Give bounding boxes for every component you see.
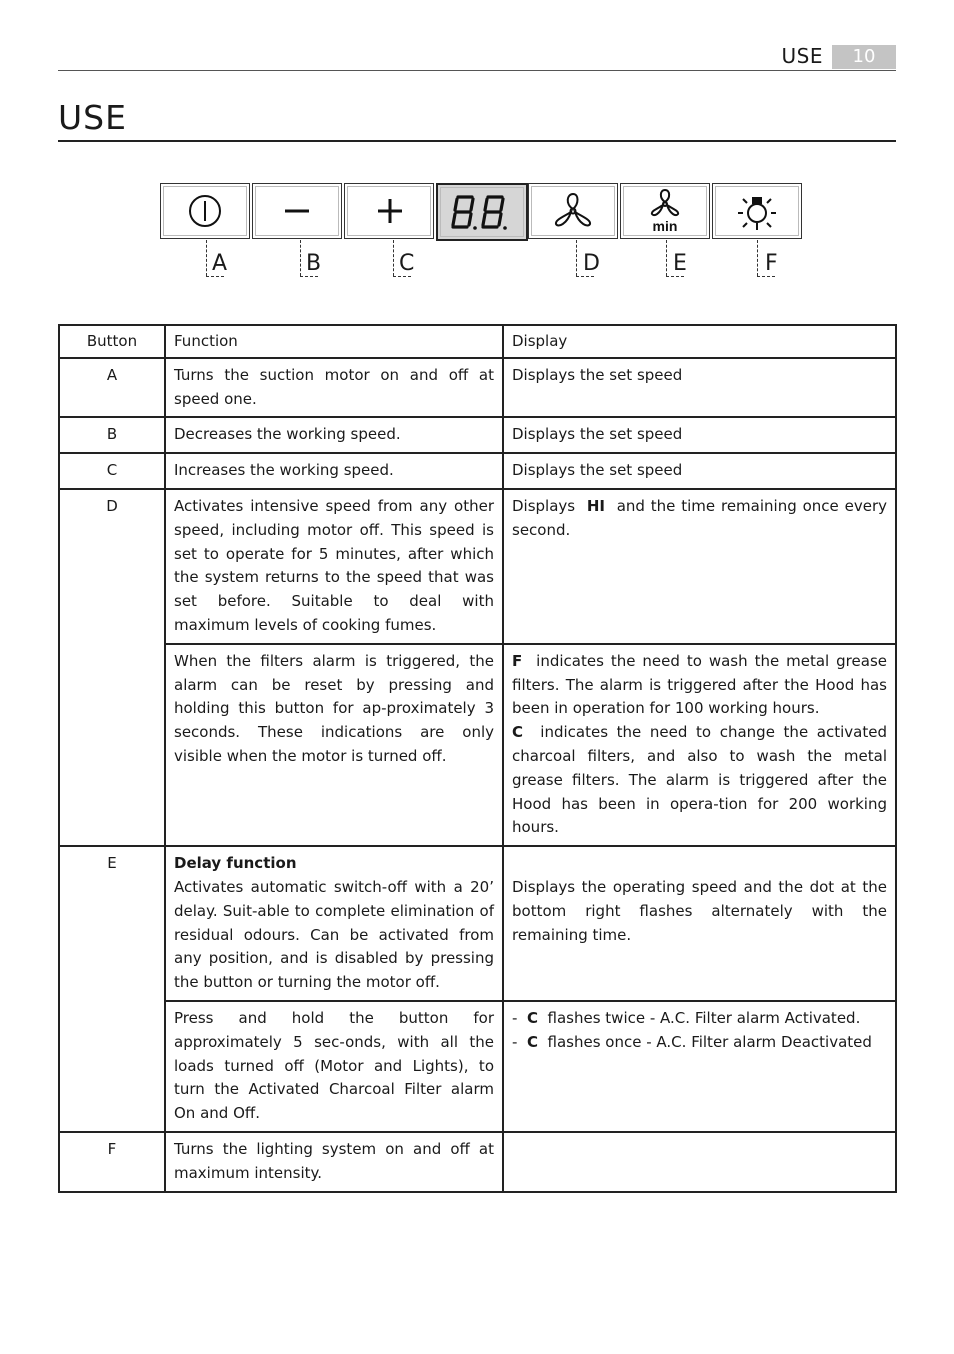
function-text: Activates automatic switch-off with a 20’ delay. Suit-able to complete elimination of residual odours. Can be activated from any position, and is disabled by pressing the button or turning the motor off. [174,877,494,992]
running-head-section: USE [781,44,823,68]
display-code-f: F [512,651,523,670]
cell-button: C [59,453,165,489]
cell-display: Displays the set speed [503,453,896,489]
callout-base-f [757,276,775,277]
light-bulb-icon [713,184,801,238]
page-number: 10 [832,45,896,69]
min-label: min [652,218,678,234]
speed-display [436,183,528,241]
cell-display: Displays the set speed [503,358,896,418]
table-row-c [59,453,896,489]
callout-leader-e [666,240,667,276]
delay-function-heading: Delay function [174,854,297,873]
display-text: flashes once - A.C. Filter alarm Deactivated [547,1032,872,1051]
display-text: flashes twice - A.C. Filter alarm Activated. [547,1008,861,1027]
title-rule [58,140,896,142]
fan-icon [529,184,617,238]
callout-leader-d [576,240,577,276]
table-row-f [59,1132,896,1192]
callout-base-e [666,276,684,277]
cell-display [503,846,896,1001]
table-header-row [59,325,896,358]
cell-function [165,846,503,1001]
display-text: Displays [512,496,576,515]
cell-function: Press and hold the button for approximately 5 sec-onds, with all the loads turned off (Motor and Lights), to turn the Activated Charcoal Filter alarm On and Off. [165,1001,503,1132]
callout-label-e: E [673,251,687,276]
cell-function: Decreases the working speed. [165,417,503,453]
cell-function: Increases the working speed. [165,453,503,489]
callout-leader-c [393,240,394,276]
header-display: Display [503,325,896,358]
cell-display: Displays the set speed [503,417,896,453]
cell-button: D [59,489,165,846]
callout-label-c: C [399,251,415,276]
table-row-d-1 [59,489,896,644]
table-row-a [59,358,896,418]
table-row-d-2 [59,644,896,846]
cell-display [503,489,896,644]
callout-leader-a [206,240,207,276]
header-function: Function [165,325,503,358]
button-function-table [58,324,897,1193]
key-f [712,183,802,239]
cell-button: E [59,846,165,1132]
key-d [528,183,618,239]
display-code-hi: HI [586,496,605,515]
bullet-dash: - [512,1008,518,1027]
display-line [512,1031,887,1055]
plus-icon [345,184,433,238]
callout-base-a [206,276,224,277]
callout-label-a: A [212,251,228,276]
cell-function: Turns the suction motor on and off at speed one. [165,358,503,418]
cell-function: When the filters alarm is triggered, the alarm can be reset by pressing and holding this button for ap-proximately 3 seconds. These indications are only visible when the motor is turned off. [165,644,503,846]
callout-label-d: D [583,251,600,276]
table-row-b [59,417,896,453]
cell-button: F [59,1132,165,1192]
display-text: indicates the need to change the activated charcoal filters, and also to wash the metal grease filters. The alarm is triggered after the Hood has been in opera-tion for 200 working hours. [512,723,887,837]
display-text: indicates the need to wash the metal grease filters. The alarm is triggered after the Hood has been in operation for 100 working hours. [512,651,887,718]
cell-display [503,1132,896,1192]
table-row-e-1 [59,846,896,1001]
cell-display [503,1001,896,1132]
callout-leader-f [757,240,758,276]
header-rule [58,70,896,71]
display-code-c: C [512,723,524,742]
minus-icon [253,184,341,238]
header-button: Button [59,325,165,358]
callout-leader-b [300,240,301,276]
cell-button: A [59,358,165,418]
key-b [252,183,342,239]
bullet-dash: - [512,1032,518,1051]
key-c [344,183,434,239]
display-text: Displays the operating speed and the dot at the bottom right flashes alternately with the remaining time. [512,877,887,944]
callout-base-d [576,276,594,277]
key-e [620,183,710,239]
callout-label-b: B [306,251,322,276]
display-code-c: C [526,1032,538,1051]
seven-segment-display-icon [438,185,526,239]
display-text: and the time remaining once every second. [512,496,887,539]
callout-base-b [300,276,318,277]
callout-base-c [393,276,411,277]
page-title: USE [58,98,127,137]
table-row-e-2 [59,1001,896,1132]
fan-min-icon [621,184,709,238]
display-line [512,1007,887,1031]
power-icon [161,184,249,238]
cell-button: B [59,417,165,453]
display-code-c: C [526,1008,538,1027]
callout-label-f: F [765,251,778,276]
cell-display [503,644,896,846]
cell-function: Activates intensive speed from any other speed, including motor off. This speed is set to operate for 5 minutes, after which the system returns to the speed that was set before. Suitable to deal with maximum levels of cooking fumes. [165,489,503,644]
key-a [160,183,250,239]
control-panel-illustration [160,183,802,239]
cell-function: Turns the lighting system on and off at maximum intensity. [165,1132,503,1192]
